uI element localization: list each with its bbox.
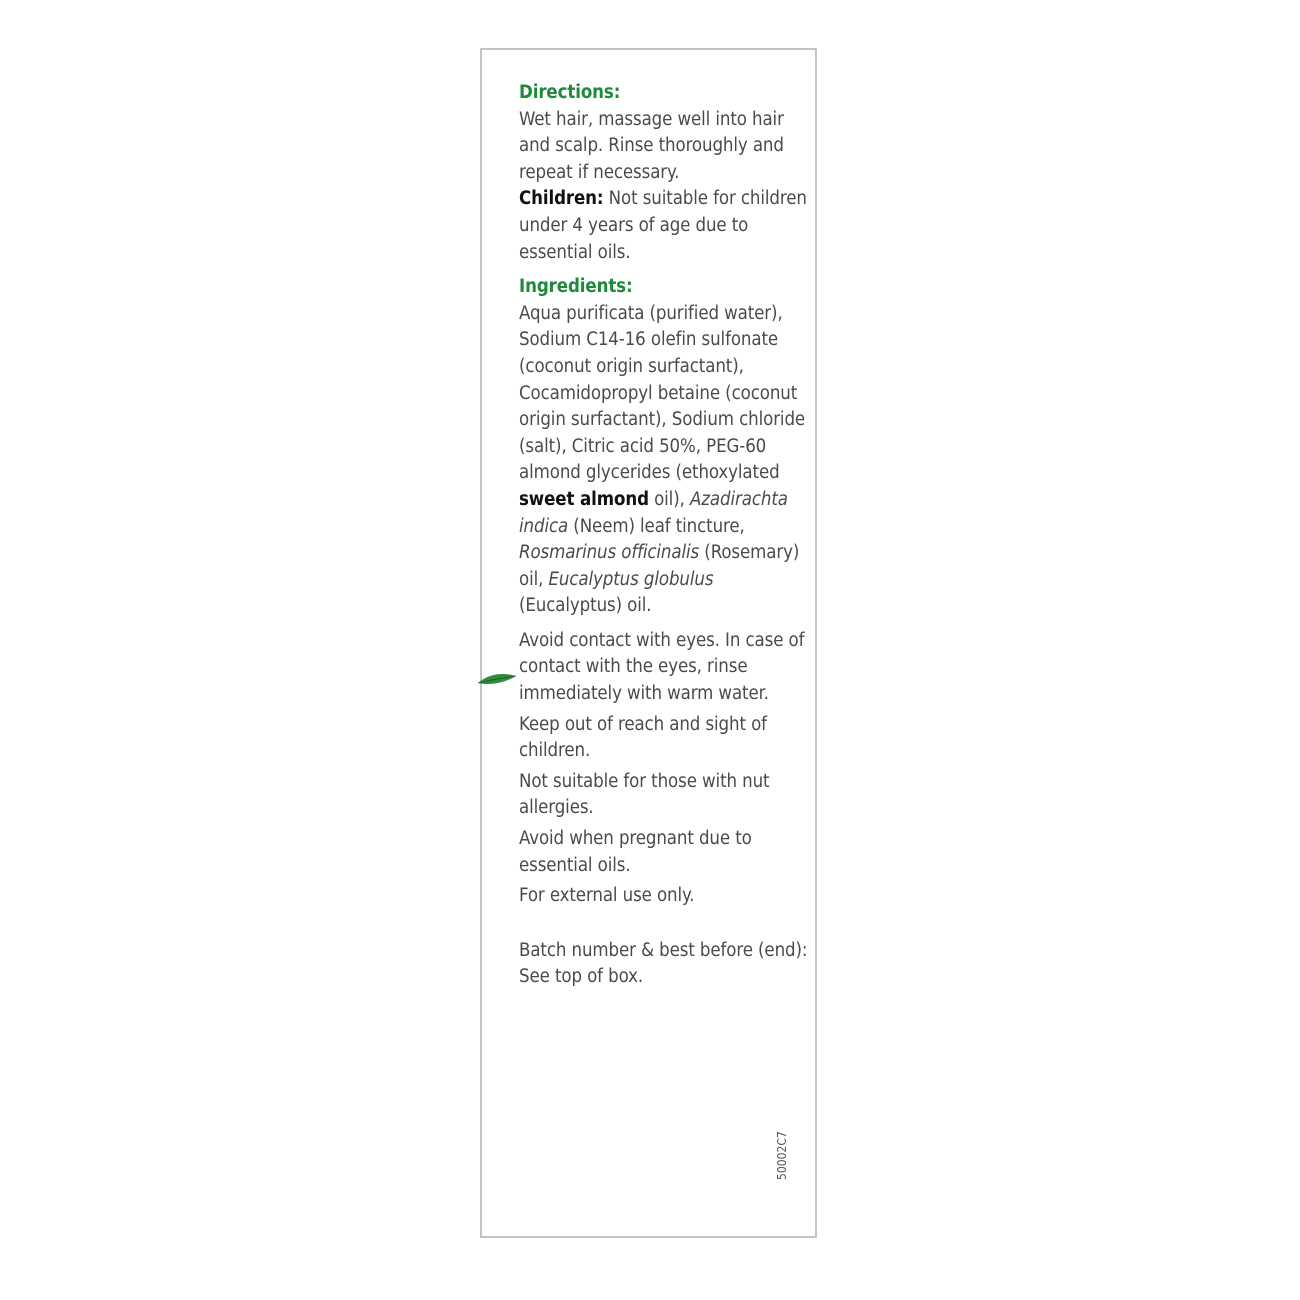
warning-pregnant: Avoid when pregnant due to essential oils. bbox=[519, 828, 752, 876]
ingredients-heading: Ingredients: bbox=[519, 276, 633, 298]
product-code: 50002C7 bbox=[775, 1131, 789, 1180]
children-note bbox=[519, 186, 809, 266]
batch-info: Batch number & best before (end): See top of box. bbox=[519, 939, 808, 988]
ingredients-part-4: (Rosemary) oil, bbox=[519, 542, 800, 590]
ingredients-part-5: (Eucalyptus) oil. bbox=[519, 595, 652, 617]
label-panel bbox=[480, 48, 817, 1238]
ingredients-eucalyptus: Eucalyptus globulus bbox=[548, 568, 714, 590]
directions-text: Wet hair, massage well into hair and scalp. Rinse thoroughly and repeat if necessary. bbox=[519, 108, 784, 183]
ingredients-sweet-almond: sweet almond bbox=[519, 488, 649, 510]
ingredients-part-2: oil), bbox=[648, 488, 690, 510]
warning-eyes: Avoid contact with eyes. In case of contact with the eyes, rinse immediately with warm water. bbox=[519, 629, 805, 705]
warning-nuts: Not suitable for those with nut allergies. bbox=[519, 770, 770, 819]
directions-heading: Directions: bbox=[519, 82, 621, 103]
warning-external: For external use only. bbox=[519, 885, 695, 907]
ingredients-list bbox=[519, 301, 809, 620]
warning-reach: Keep out of reach and sight of children. bbox=[519, 713, 767, 762]
ingredients-azadirachta: Azadirachta indica bbox=[519, 488, 788, 537]
children-label: Children: bbox=[519, 188, 604, 210]
green-leaf-icon bbox=[478, 670, 518, 692]
ingredients-part-1: Aqua purificata (purified water), Sodium C14-16 olefin sulfonate (coconut origin surfactant), Cocamidopropyl betaine (coconut origin surfactant), Sodium chloride (salt), Citric acid 50%, PEG-60 almond glycerides (ethoxylated bbox=[519, 302, 806, 484]
ingredients-rosmarinus: Rosmarinus officinalis bbox=[519, 542, 700, 564]
label-content bbox=[519, 80, 809, 991]
ingredients-part-3: (Neem) leaf tincture, bbox=[568, 515, 745, 537]
children-text: Not suitable for children under 4 years of age due to essential oils. bbox=[519, 188, 807, 263]
